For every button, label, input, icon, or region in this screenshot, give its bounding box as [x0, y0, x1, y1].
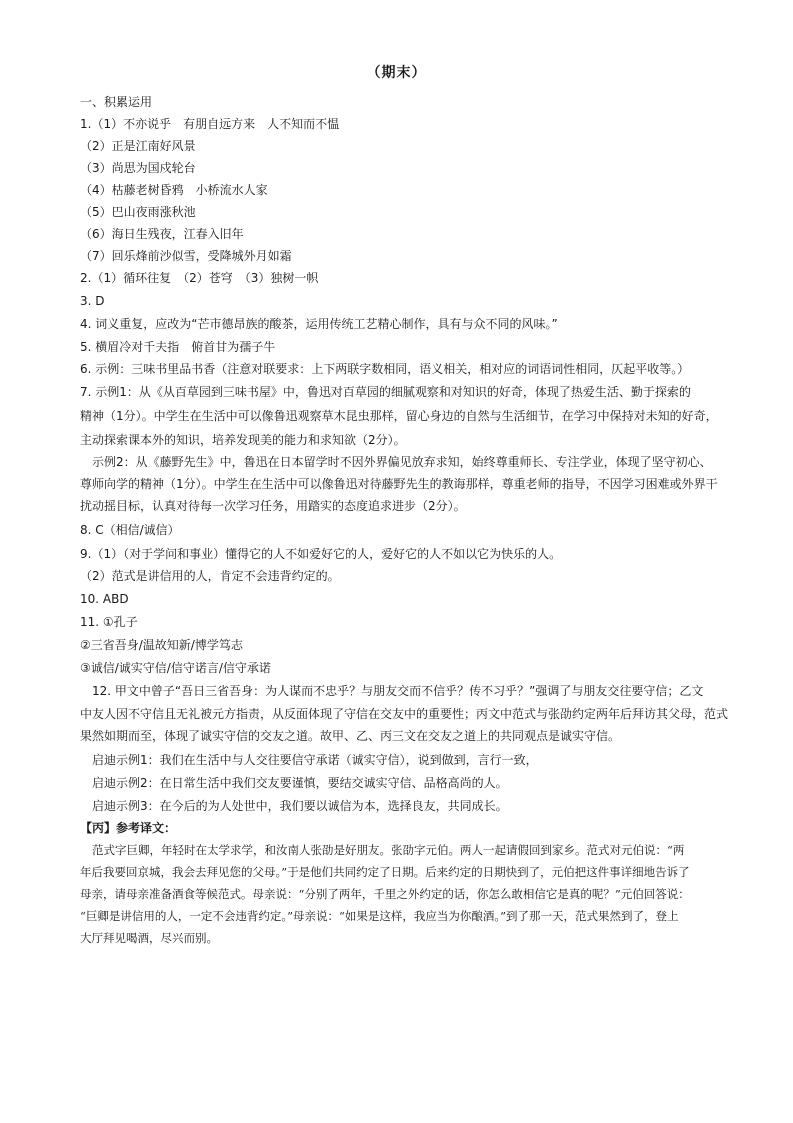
- answer-line: 5. 横眉冷对千夫指 俯首甘为孺子牛: [80, 340, 276, 354]
- page-title: （期末）: [366, 65, 427, 81]
- answer-line: （2）范式是讲信用的人，肯定不会违背约定的。: [80, 569, 340, 583]
- answer-line: 扰动摇目标，认真对待每一次学习任务，用踏实的态度追求进步（2分）。: [80, 499, 466, 513]
- answer-line: 1.（1）不亦说乎 有朋自远方来 人不知而不愠: [80, 117, 340, 131]
- answer-line: 2.（1）循环往复 （2）苍穹 （3）独树一帜: [80, 271, 319, 285]
- translation-line: “巨卿是讲信用的人，一定不会违背约定。”母亲说：“如果是这样，我应当为你酿酒。”到了那一天，范式果然到了，登上: [80, 909, 679, 923]
- answer-line: 12. 甲文中曾子“吾日三省吾身：为人谋而不忠乎？与朋友交而不信乎？传不习乎？”强调了与朋友交往要守信；乙文: [92, 684, 704, 698]
- translation-line: 范式字巨卿，年轻时在太学求学，和汝南人张劭是好朋友。张劭字元伯。两人一起请假回到家乡。范式对元伯说：“两: [92, 843, 685, 857]
- translation-line: 母亲，请母亲准备酒食等候范式。母亲说：“分别了两年，千里之外约定的话，你怎么敢相信它是真的呢？”元伯回答说：: [80, 887, 690, 901]
- translation-line: 大厅拜见喝酒，尽兴而别。: [80, 931, 218, 945]
- answer-line: 尊师向学的精神（1分）。中学生在生活中可以像鲁迅对待藤野先生的教诲那样，尊重老师的指导，不因学习困难或外界干: [80, 477, 718, 491]
- answer-line: （5）巴山夜雨涨秋池: [80, 205, 196, 219]
- answer-line: 精神（1分）。中学生在生活中可以像鲁迅观察草木昆虫那样，留心身边的自然与生活细节，在学习中保持对未知的好奇，: [80, 409, 718, 423]
- answer-line: 启迪示例3：在今后的为人处世中，我们要以诚信为本，选择良友，共同成长。: [92, 799, 508, 813]
- answer-line: （7）回乐烽前沙似雪，受降城外月如霜: [80, 249, 292, 263]
- answer-line: 11. ①孔子: [80, 615, 138, 629]
- answer-line: 主动探索课本外的知识，培养发现美的能力和求知欲（2分）。: [80, 433, 406, 447]
- answer-line: 9.（1）（对于学问和事业）懂得它的人不如爱好它的人，爱好它的人不如以它为快乐的人。: [80, 547, 562, 561]
- answer-line: 果然如期而至，体现了诚实守信的交友之道。故甲、乙、丙三文在交友之道上的共同观点是诚实守信。: [80, 729, 621, 743]
- section-heading: 一、积累运用: [80, 95, 153, 109]
- answer-line: （3）尚思为国戍轮台: [80, 161, 196, 175]
- answer-line: 10. ABD: [80, 592, 129, 606]
- answer-line: 6. 示例：三味书里品书香（注意对联要求：上下两联字数相同，语义相关，相对应的词语词性相同，仄起平收等。）: [80, 362, 690, 376]
- translation-heading: 【丙】参考译文：: [80, 821, 177, 835]
- answer-line: ③诚信/诚实守信/信守诺言/信守承诺: [80, 661, 271, 675]
- answer-line: ②三省吾身/温故知新/博学笃志: [80, 638, 243, 652]
- answer-line: 4. 词义重复，应改为“芒市德昂族的酸茶，运用传统工艺精心制作，具有与众不同的风味。”: [80, 317, 558, 331]
- answer-line: 启迪示例2：在日常生活中我们交友要谨慎，要结交诚实守信、品格高尚的人。: [92, 776, 508, 790]
- answer-line: 示例2：从《藤野先生》中，鲁迅在日本留学时不因外界偏见放弃求知，始终尊重师长、专注学业，体现了坚守初心、: [92, 455, 712, 469]
- answer-line: 3. D: [80, 294, 105, 308]
- answer-line: 7. 示例1：从《从百草园到三味书屋》中，鲁迅对百草园的细腻观察和对知识的好奇，体现了热爱生活、勤于探索的: [80, 385, 691, 399]
- answer-line: （6）海日生残夜，江春入旧年: [80, 227, 244, 241]
- answer-line: （4）枯藤老树昏鸦 小桥流水人家: [80, 183, 268, 197]
- translation-line: 年后我要回京城，我会去拜见您的父母。”于是他们共同约定了日期。后来约定的日期快到了，元伯把这件事详细地告诉了: [80, 865, 690, 879]
- answer-line: 中友人因不守信且无礼被元方指责，从反面体现了守信在交友中的重要性；丙文中范式与张劭约定两年后拜访其父母，范式: [80, 707, 729, 721]
- answer-line: （2）正是江南好风景: [80, 139, 196, 153]
- answer-line: 8. C（相信/诚信）: [80, 523, 180, 537]
- answer-line: 启迪示例1：我们在生活中与人交往要信守承诺（诚实守信），说到做到，言行一致，: [92, 753, 538, 767]
